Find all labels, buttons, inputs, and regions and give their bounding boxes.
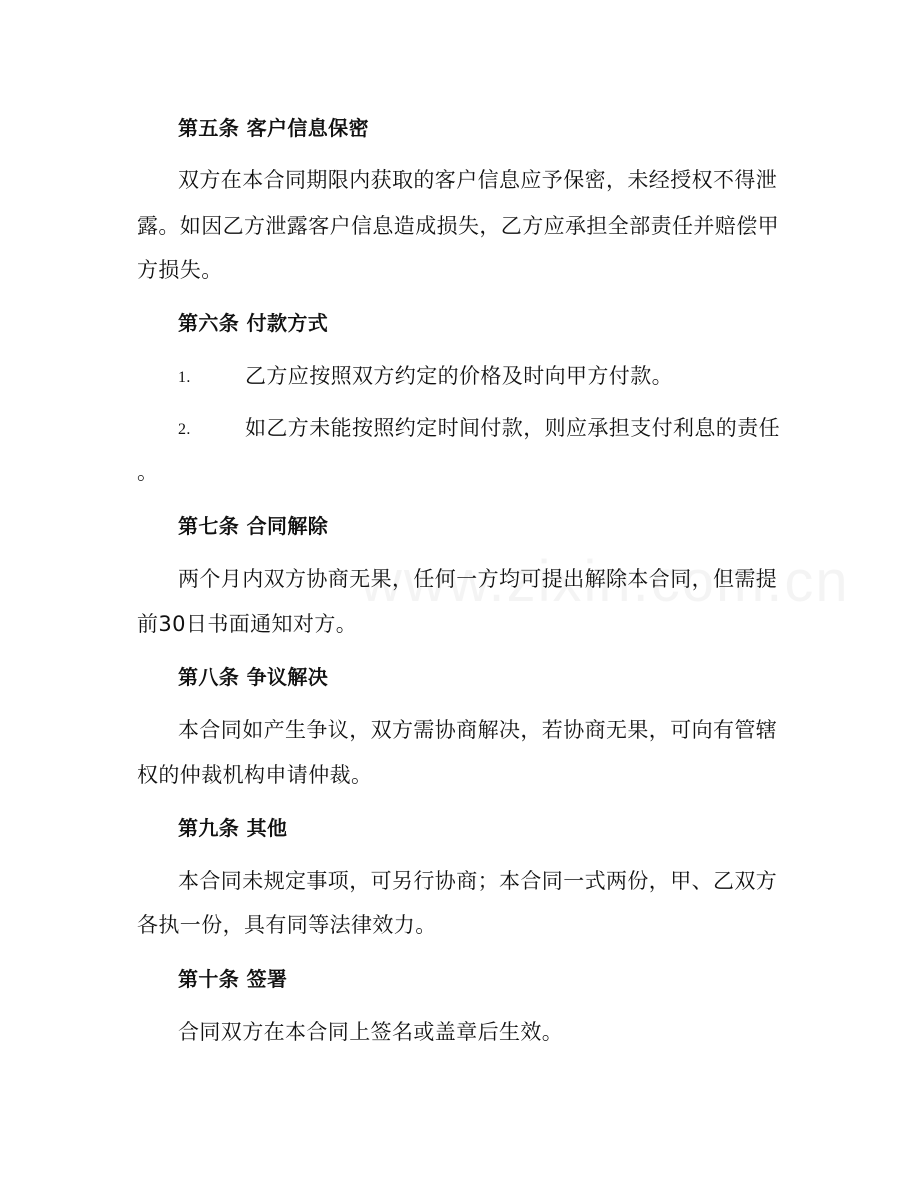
section-8-line-1: 本合同如产生争议，双方需协商解决，若协商无果，可向有管辖: [178, 718, 778, 742]
list-item-1-number: 1.: [178, 369, 191, 386]
list-item-2-text: 如乙方未能按照约定时间付款，则应承担支付利息的责任: [245, 416, 780, 440]
section-9-line-2: 各执一份，具有同等法律效力。: [137, 913, 437, 937]
section-7-heading: 第七条 合同解除: [178, 514, 329, 538]
list-item-2-number: 2.: [178, 421, 191, 438]
section-6-heading: 第六条 付款方式: [178, 311, 329, 335]
section-9-line-1: 本合同未规定事项，可另行协商；本合同一式两份，甲、乙双方: [178, 869, 778, 893]
section-5-line-2: 露。如因乙方泄露客户信息造成损失，乙方应承担全部责任并赔偿甲: [137, 214, 779, 238]
section-10-line-1: 合同双方在本合同上签名或盖章后生效。: [178, 1020, 564, 1044]
list-item-2-continuation: 。: [137, 460, 159, 484]
list-item-1-text: 乙方应按照双方约定的价格及时向甲方付款。: [245, 364, 673, 388]
section-5-line-1: 双方在本合同期限内获取的客户信息应予保密，未经授权不得泄: [178, 168, 778, 192]
section-8-line-2: 权的仲裁机构申请仲裁。: [137, 763, 373, 787]
section-8-heading: 第八条 争议解决: [178, 665, 329, 689]
section-10-heading: 第十条 签署: [178, 967, 288, 991]
section-5-line-3: 方损失。: [137, 258, 223, 282]
section-5-heading: 第五条 客户信息保密: [178, 116, 369, 140]
section-7-line-2: 前30日书面通知对方。: [137, 612, 358, 636]
section-7-line-1: 两个月内双方协商无果，任何一方均可提出解除本合同，但需提: [178, 567, 778, 591]
section-9-heading: 第九条 其他: [178, 816, 288, 840]
